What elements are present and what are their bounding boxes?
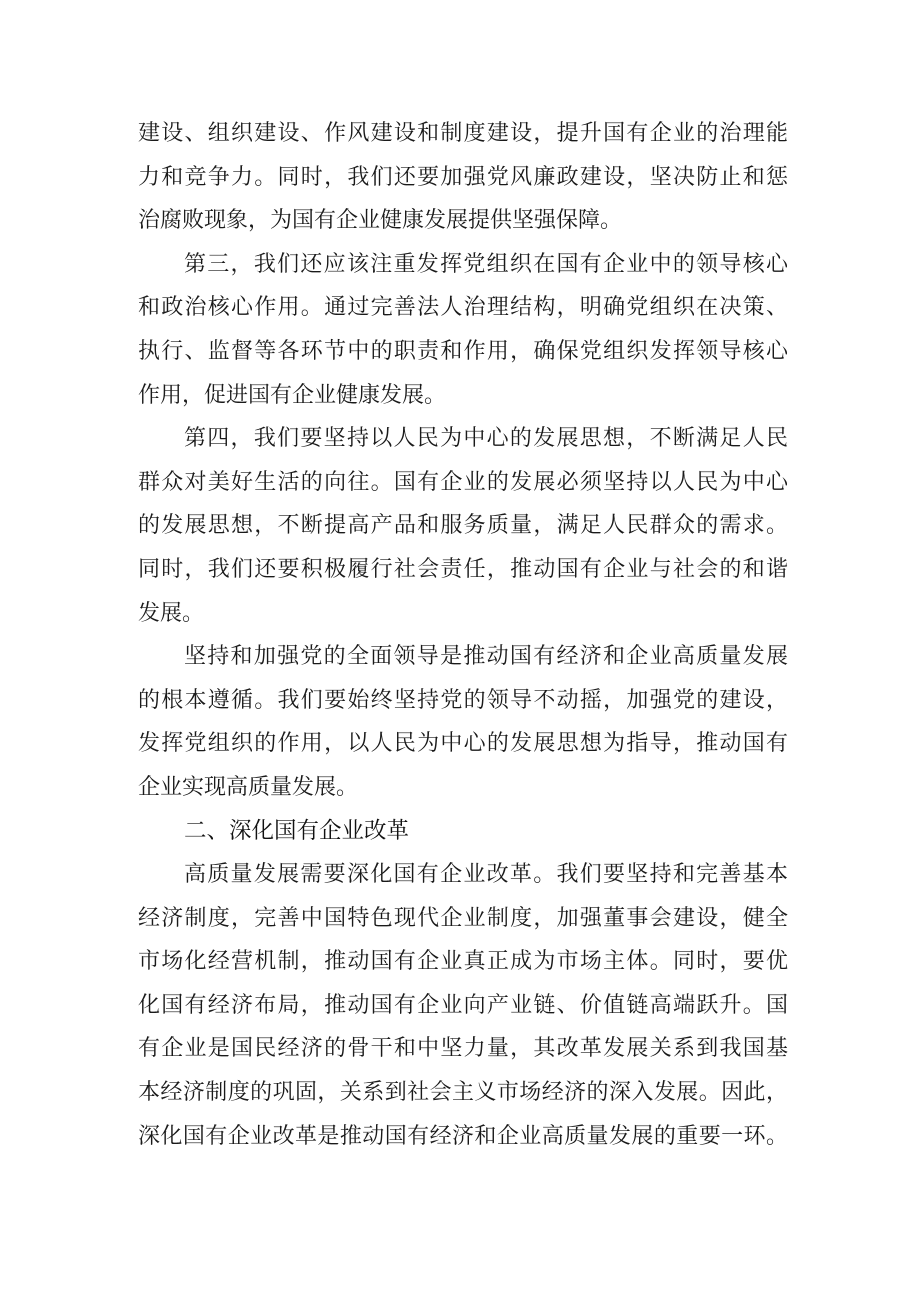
text-line: 和政治核心作用。通过完善法人治理结构，明确党组织在决策、 [138, 295, 788, 321]
text-line: 市场化经营机制，推动国有企业真正成为市场主体。同时，要优 [138, 949, 788, 975]
paragraph-third-point [138, 243, 788, 417]
text-line: 同时，我们还要积极履行社会责任，推动国有企业与社会的和谐 [138, 556, 788, 582]
text-line: 第四，我们要坚持以人民为中心的发展思想，不断满足人民 [184, 426, 788, 452]
text-line: 治腐败现象，为国有企业健康发展提供坚强保障。 [138, 208, 623, 234]
text-line: 发展。 [138, 600, 205, 626]
text-line: 深化国有企业改革是推动国有经济和企业高质量发展的重要一环。 [138, 1123, 788, 1149]
text-line: 坚持和加强党的全面领导是推动国有经济和企业高质量发展 [184, 644, 788, 670]
text-line: 企业实现高质量发展。 [138, 774, 359, 800]
paragraph-soe-reform [138, 853, 788, 1158]
text-line: 第三，我们还应该注重发挥党组织在国有企业中的领导核心 [184, 251, 788, 277]
text-line: 经济制度，完善中国特色现代企业制度，加强董事会建设，健全 [138, 905, 788, 931]
text-line: 建设、组织建设、作风建设和制度建设，提升国有企业的治理能 [138, 121, 788, 146]
text-line: 的根本遵循。我们要始终坚持党的领导不动摇，加强党的建设， [138, 687, 788, 713]
text-line: 力和竞争力。同时，我们还要加强党风廉政建设，坚决防止和惩 [138, 164, 788, 190]
text-line: 的发展思想，不断提高产品和服务质量，满足人民群众的需求。 [138, 513, 788, 539]
paragraph-party-building-continued [138, 112, 788, 243]
document-body [138, 112, 788, 1158]
text-line: 高质量发展需要深化国有企业改革。我们要坚持和完善基本 [184, 862, 788, 888]
section-heading: 二、深化国有企业改革 [184, 817, 410, 844]
text-line: 作用，促进国有企业健康发展。 [138, 382, 447, 408]
paragraph-fourth-point [138, 417, 788, 635]
text-line: 本经济制度的巩固，关系到社会主义市场经济的深入发展。因此， [138, 1080, 788, 1106]
text-line: 执行、监督等各环节中的职责和作用，确保党组织发挥领导核心 [138, 338, 788, 364]
text-line: 化国有经济布局，推动国有企业向产业链、价值链高端跃升。国 [138, 992, 788, 1018]
text-line: 有企业是国民经济的骨干和中坚力量，其改革发展关系到我国基 [138, 1036, 788, 1062]
text-line: 发挥党组织的作用，以人民为中心的发展思想为指导，推动国有 [138, 731, 788, 757]
text-line: 群众对美好生活的向往。国有企业的发展必须坚持以人民为中心 [138, 469, 788, 495]
paragraph-summary [138, 635, 788, 809]
